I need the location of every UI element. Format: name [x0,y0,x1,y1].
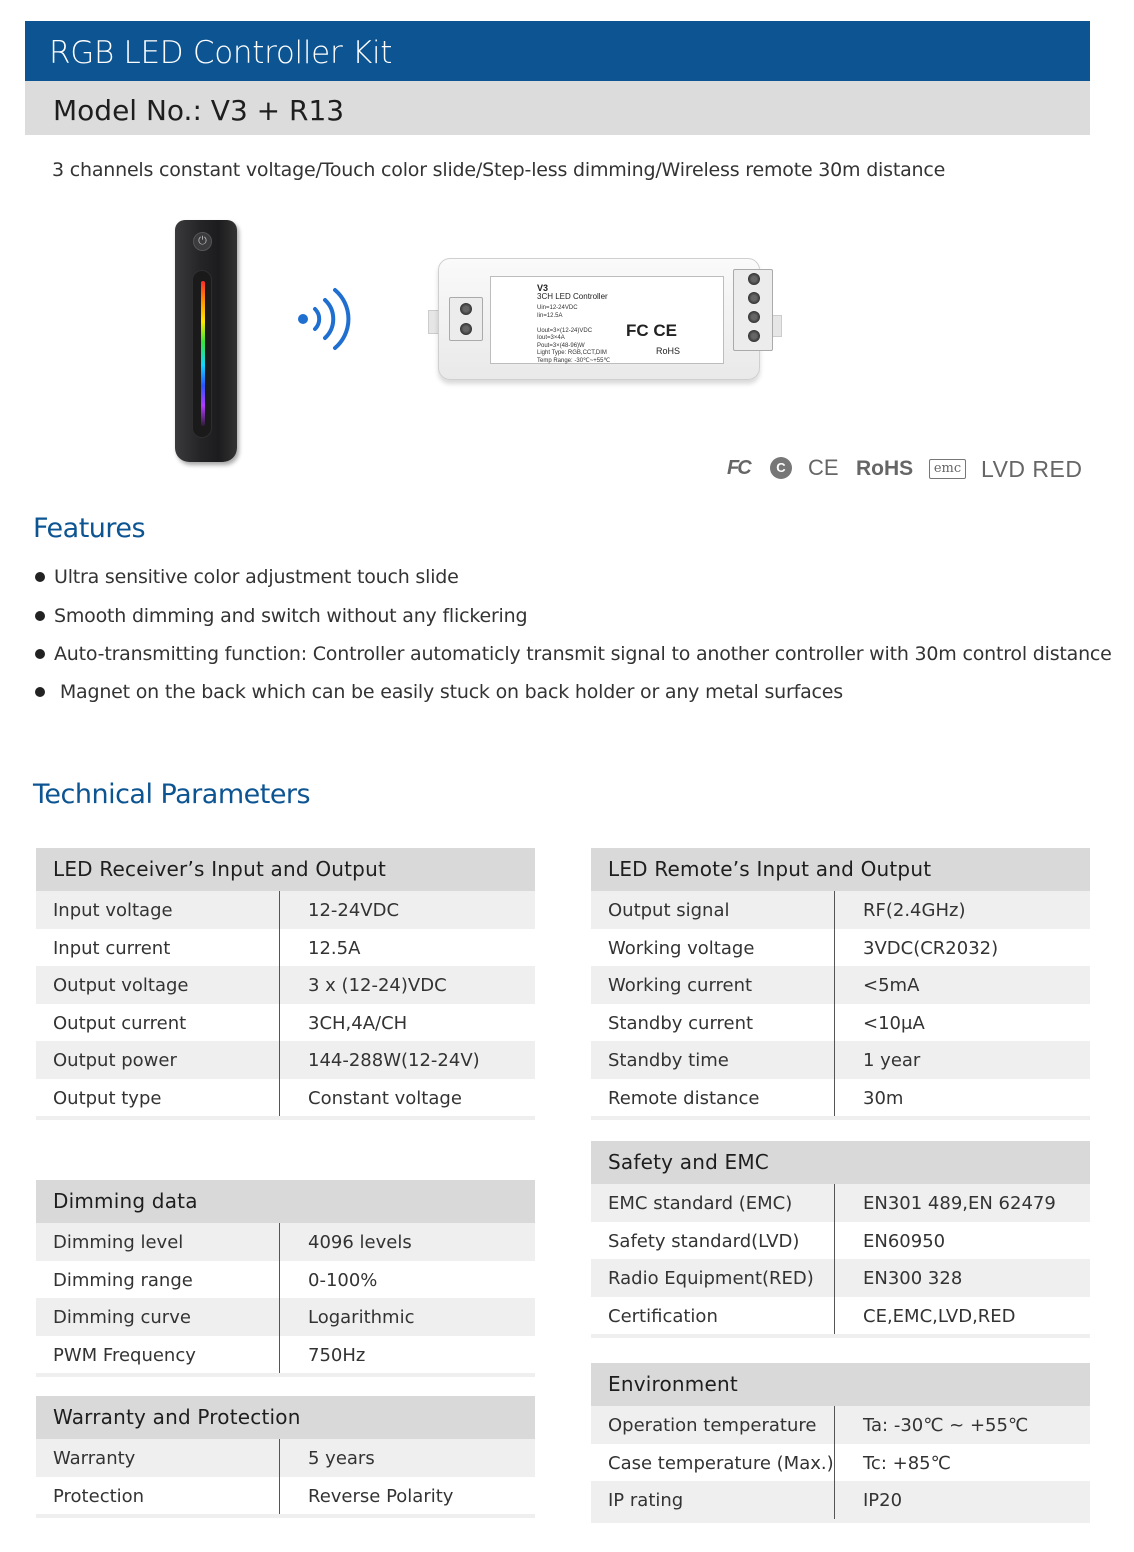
label-name: 3CH LED Controller [537,292,608,301]
table-row [591,1222,1090,1260]
output-terminal [733,269,773,351]
param-value: 30m [863,1087,904,1109]
param-name: Dimming curve [53,1307,191,1328]
dimming-table [36,1180,535,1377]
feature-text: Smooth dimming and switch without any flickering [54,605,528,627]
param-name: Input voltage [53,900,173,921]
param-value: 0-100% [308,1269,378,1291]
bullet-icon [35,611,45,621]
label-rohs: RoHS [656,346,681,356]
receiver-table [36,848,535,1120]
param-name: PWM Frequency [53,1344,196,1366]
controller-body [438,258,760,380]
environment-table [591,1363,1090,1523]
input-terminal [449,297,483,341]
param-value: 3 x (12-24)VDC [308,975,447,996]
ul-mark: C [770,457,792,479]
param-value: Ta: -30℃ ~ +55℃ [863,1415,1029,1436]
emc-mark: emc [929,459,966,479]
param-value: Logarithmic [308,1307,415,1328]
table-row [36,1261,535,1299]
table-row [591,1297,1090,1335]
table-row [591,1184,1090,1222]
model-number: Model No.: V3 + R13 [53,94,345,127]
safety-table [591,1141,1090,1338]
table-row [591,1079,1090,1117]
table-row [36,1004,535,1042]
controller-image [428,253,784,383]
feature-item [35,681,843,703]
param-value: <5mA [863,975,920,996]
table-row [591,929,1090,967]
param-value: Constant voltage [308,1087,462,1109]
param-value: IP20 [863,1490,903,1511]
table-title: Warranty and Protection [36,1396,535,1439]
table-row [36,891,535,929]
param-name: Output type [53,1087,162,1109]
param-name: Protection [53,1485,145,1507]
param-name: Input current [53,937,171,959]
table-row [591,1004,1090,1042]
table-title: Safety and EMC [591,1141,1090,1184]
table-row [36,1477,535,1515]
param-value: EN301 489,EN 62479 [863,1193,1056,1214]
feature-item [35,566,459,588]
param-name: Standby current [608,1012,754,1034]
feature-item [35,605,527,627]
technical-title: Technical Parameters [33,779,311,810]
param-name: Remote distance [608,1087,760,1109]
touch-slide [192,270,212,438]
table-row [591,891,1090,929]
param-name: Output current [53,1012,187,1034]
table-title: LED Remote’s Input and Output [591,848,1090,891]
table-row [591,1444,1090,1482]
param-name: Working current [608,975,753,996]
power-icon: ⏻ [193,232,212,251]
table-row [36,1041,535,1079]
title-bar [25,21,1090,81]
feature-text: Magnet on the back which can be easily stuck on back holder or any metal surfaces [54,681,843,703]
label-model: V3 [537,283,549,293]
param-name: Dimming level [53,1232,184,1253]
param-value: CE,EMC,LVD,RED [863,1305,1016,1327]
param-value: 144-288W(12-24V) [308,1050,480,1071]
tagline: 3 channels constant voltage/Touch color slide/Step-less dimming/Wireless remote 30m distance [52,159,946,181]
label-marks: FC CE [626,321,677,340]
table-row [36,966,535,1004]
param-value: 750Hz [308,1344,366,1366]
param-value: EN60950 [863,1230,946,1252]
feature-item [35,643,1112,665]
param-value: 3VDC(CR2032) [863,937,999,959]
color-gradient [201,281,205,426]
param-name: Standby time [608,1050,729,1071]
table-row [36,1336,535,1374]
param-value: 12-24VDC [308,900,400,921]
param-name: Certification [608,1305,718,1327]
bullet-icon [35,649,45,659]
lvd-red-mark: LVD RED [981,456,1083,482]
param-name: Warranty [53,1448,136,1469]
warranty-table [36,1396,535,1518]
param-value: <10μA [863,1012,925,1034]
param-value: 4096 levels [308,1232,412,1253]
param-value: 12.5A [308,937,361,959]
param-name: Output voltage [53,975,189,996]
feature-text: Auto-transmitting function: Controller automaticly transmit signal to another controller with 30m control distance [54,643,1112,665]
param-name: Working voltage [608,937,755,959]
controller-label [490,276,724,364]
param-name: Case temperature (Max.) [608,1452,834,1474]
table-row [591,1481,1090,1519]
param-name: Output power [53,1050,177,1071]
wireless-signal-icon [295,283,355,353]
table-title: LED Receiver’s Input and Output [36,848,535,891]
table-title: Environment [591,1363,1090,1406]
table-row [591,1259,1090,1297]
table-row [36,1079,535,1117]
bullet-icon [35,572,45,582]
param-value: 3CH,4A/CH [308,1012,408,1034]
fcc-mark: FC [727,457,750,479]
table-row [36,1223,535,1261]
page-title: RGB LED Controller Kit [49,35,393,71]
feature-text: Ultra sensitive color adjustment touch slide [54,566,459,588]
param-value: Tc: +85℃ [863,1452,951,1474]
rohs-mark: RoHS [856,457,914,480]
remote-image [175,220,237,462]
label-spec: Uin=12-24VDC Iin=12.5A Uout=3×(12-24)VDC Iout=3×4A Pout=3×(48-96)W Light Type: RGB,CCT,DIM Temp Range: -30℃~+55℃ [537,305,611,364]
table-row [591,1406,1090,1444]
param-name: Dimming range [53,1269,193,1291]
param-value: 1 year [863,1050,921,1071]
param-value: Reverse Polarity [308,1485,454,1507]
param-value: 5 years [308,1448,375,1469]
table-row [36,1298,535,1336]
param-name: IP rating [608,1490,684,1511]
ce-mark: CE [808,455,839,480]
param-name: Output signal [608,900,730,921]
table-row [591,966,1090,1004]
param-name: Operation temperature [608,1415,817,1436]
param-name: Safety standard(LVD) [608,1230,800,1252]
param-value: RF(2.4GHz) [863,900,966,921]
table-row [36,1439,535,1477]
param-value: EN300 328 [863,1268,963,1289]
param-name: Radio Equipment(RED) [608,1268,814,1289]
features-title: Features [33,513,146,544]
bullet-icon [35,687,45,697]
table-row [591,1041,1090,1079]
table-row [36,929,535,967]
table-title: Dimming data [36,1180,535,1223]
model-bar [25,81,1090,135]
remote-table [591,848,1090,1120]
param-name: EMC standard (EMC) [608,1193,793,1214]
